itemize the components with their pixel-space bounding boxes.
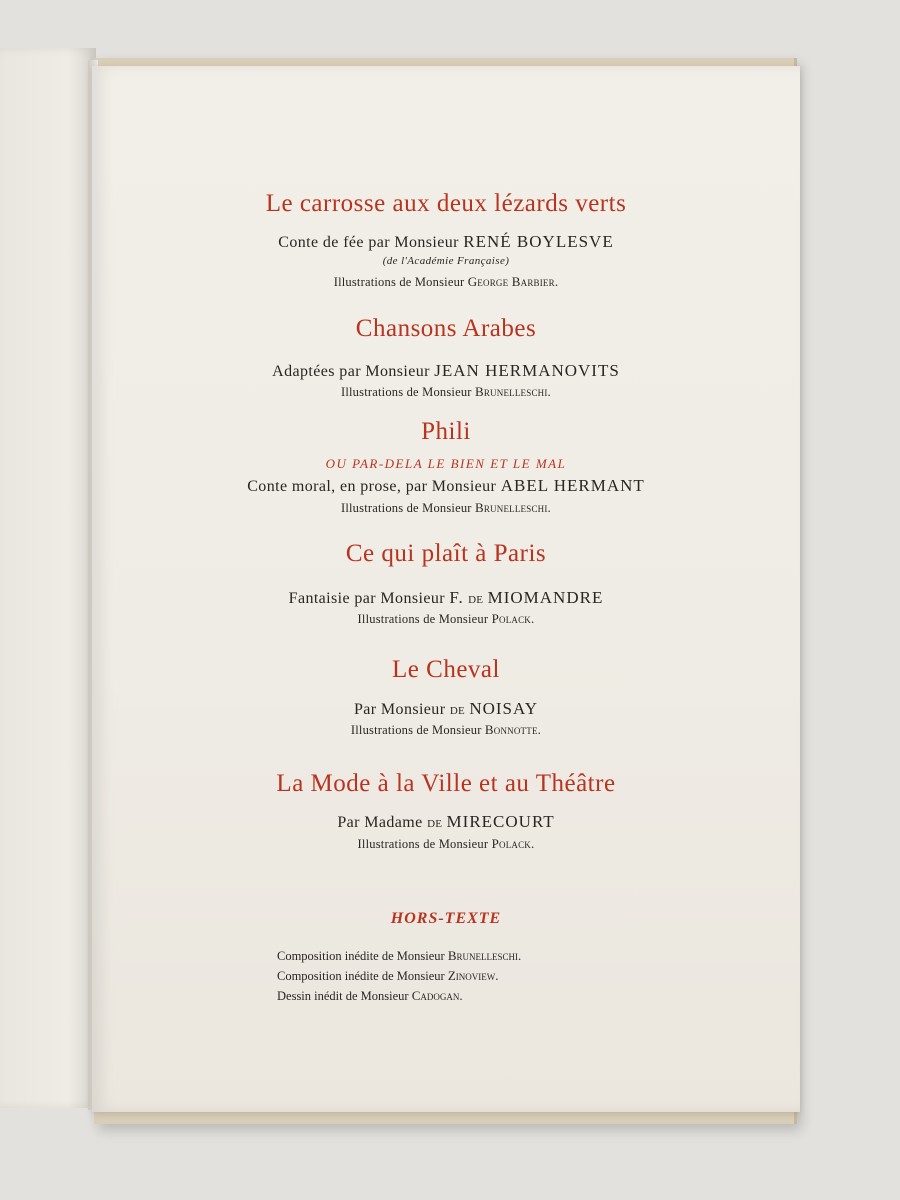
author-particle: de: [427, 815, 443, 831]
table-of-contents: [92, 66, 800, 1112]
entry-illustrations: [92, 611, 800, 627]
author-name: JEAN HERMANOVITS: [434, 361, 620, 380]
entry-title: Chansons Arabes: [355, 315, 537, 342]
list-item: [277, 946, 677, 966]
author-particle: de: [468, 591, 484, 607]
illustrator-name: George Barbier.: [467, 274, 559, 289]
illustrator-name: Bonnotte.: [484, 722, 542, 737]
illustrator-name: Polack.: [491, 836, 535, 851]
list-item: [277, 966, 677, 986]
entry-title: La Mode à la Ville et au Théâtre: [276, 770, 616, 797]
entry-author-line: [92, 812, 800, 832]
illustrator-name: Brunelleschi.: [474, 500, 552, 515]
hors-texte-heading: HORS-TEXTE: [390, 910, 502, 927]
illustrations-prefix: Illustrations de Monsieur: [350, 723, 482, 737]
author-name: MIRECOURT: [446, 812, 555, 831]
entry-author-line: [92, 699, 800, 719]
entry-author-line: [92, 588, 800, 608]
illustrations-prefix: Illustrations de Monsieur: [357, 837, 489, 851]
hors-texte-artist: Zinoview.: [447, 968, 499, 983]
illustrations-prefix: Illustrations de Monsieur: [340, 501, 472, 515]
author-prefix: Par Monsieur: [353, 701, 446, 718]
author-name: NOISAY: [469, 699, 539, 718]
entry-illustrations: [92, 274, 800, 290]
illustrations-prefix: Illustrations de Monsieur: [357, 612, 489, 626]
author-prefix: Adaptées par Monsieur: [272, 363, 430, 380]
entry-author-line: [92, 232, 800, 252]
hors-texte-prefix: Composition inédite de Monsieur: [277, 949, 445, 963]
illustrator-name: Polack.: [491, 611, 535, 626]
entry-note: (de l'Académie Française): [382, 255, 510, 267]
author-prefix: Par Madame: [337, 814, 423, 831]
entry-title: Ce qui plaît à Paris: [345, 540, 547, 567]
hors-texte-prefix: Dessin inédit de Monsieur: [277, 989, 409, 1003]
hors-texte-prefix: Composition inédite de Monsieur: [277, 969, 445, 983]
author-name: MIOMANDRE: [487, 588, 604, 607]
entry-title: Le carrosse aux deux lézards verts: [265, 190, 627, 217]
author-name: ABEL HERMANT: [500, 476, 645, 495]
author-particle: de: [449, 702, 465, 718]
entry-illustrations: [92, 722, 800, 738]
hors-texte-list: [277, 946, 677, 1006]
author-name: RENÉ BOYLESVE: [463, 232, 614, 251]
entry-title: Phili: [421, 418, 471, 445]
hors-texte-artist: Brunelleschi.: [447, 948, 522, 963]
author-prefix: Conte moral, en prose, par Monsieur: [247, 478, 497, 495]
left-page: [0, 48, 96, 1108]
list-item: [277, 986, 677, 1006]
author-prefix: Fantaisie par Monsieur: [288, 590, 445, 607]
entry-author-line: [92, 361, 800, 381]
author-prefix: Conte de fée par Monsieur: [278, 234, 459, 251]
illustrations-prefix: Illustrations de Monsieur: [340, 385, 472, 399]
entry-illustrations: [92, 500, 800, 516]
entry-subtitle: OU PAR-DELA LE BIEN ET LE MAL: [325, 456, 567, 471]
author-initial: F.: [449, 588, 464, 607]
entry-illustrations: [92, 384, 800, 400]
entry-author-line: [92, 476, 800, 496]
entry-title: Le Cheval: [392, 656, 500, 683]
entry-illustrations: [92, 836, 800, 852]
illustrator-name: Brunelleschi.: [474, 384, 552, 399]
hors-texte-artist: Cadogan.: [411, 988, 463, 1003]
illustrations-prefix: Illustrations de Monsieur: [333, 275, 465, 289]
